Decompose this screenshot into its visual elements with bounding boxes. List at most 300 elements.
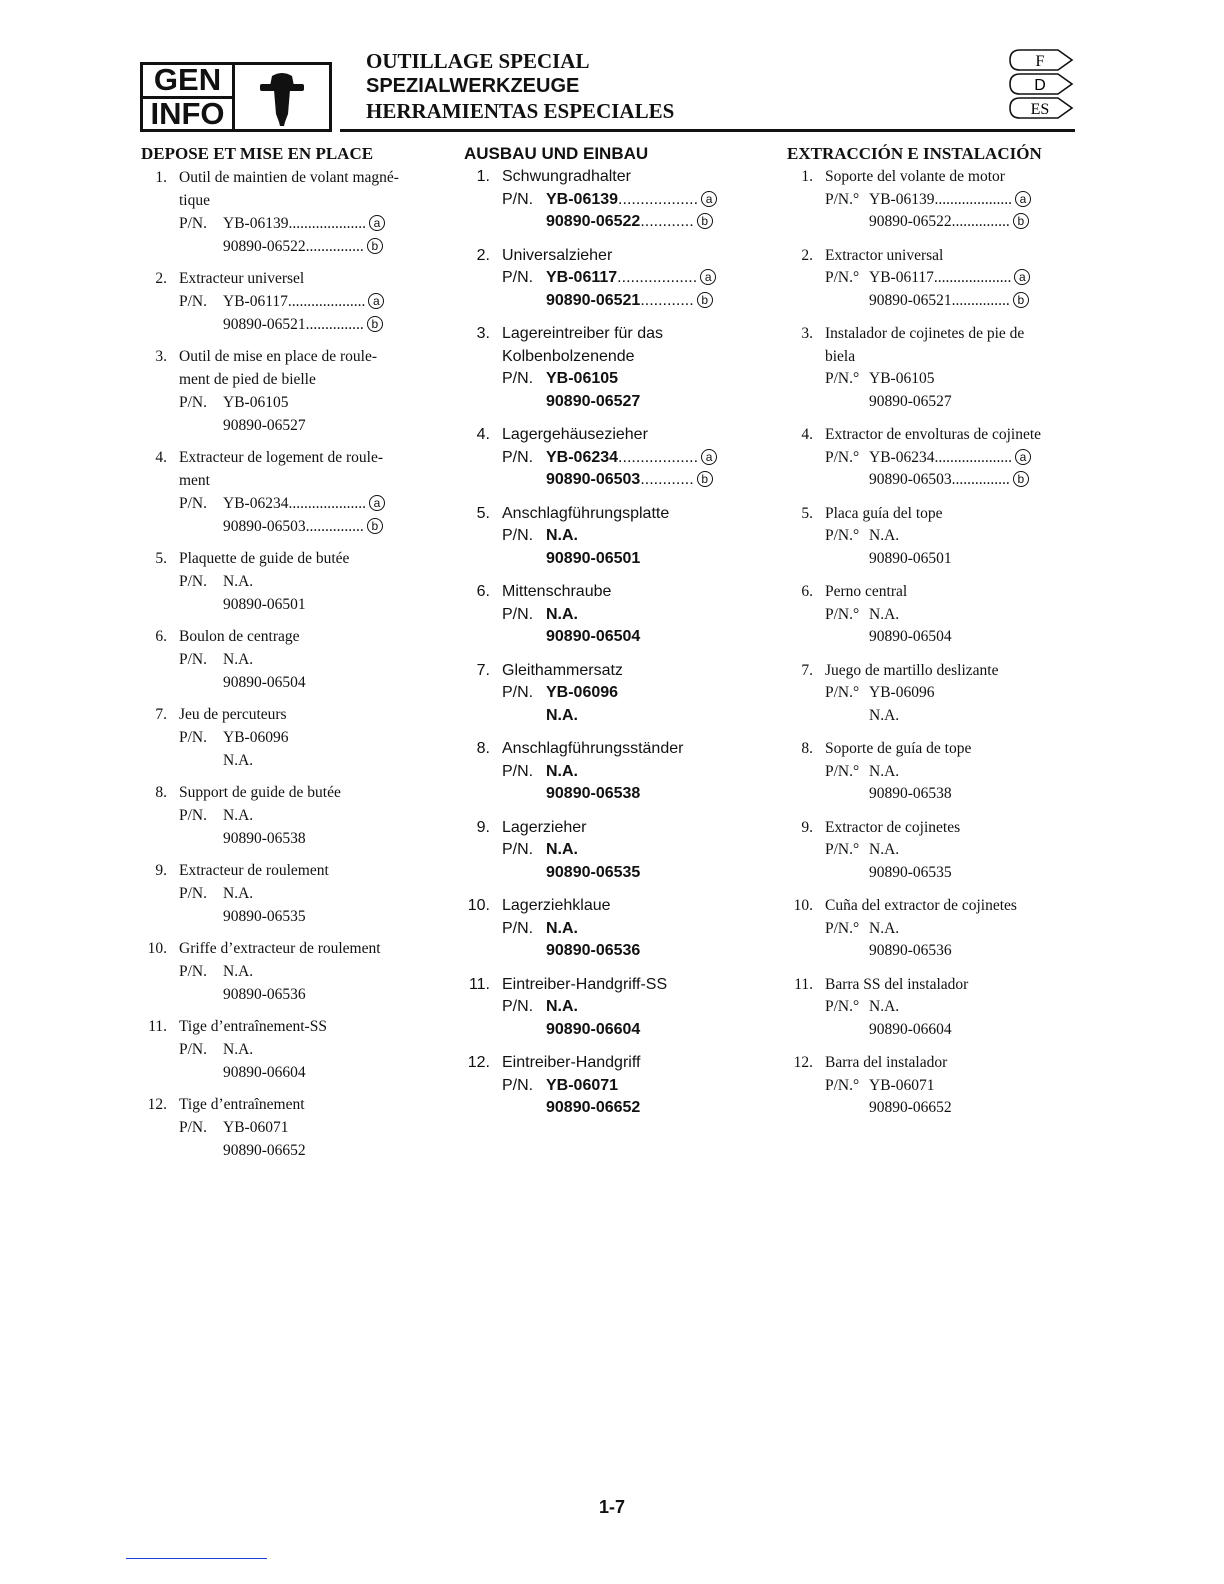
list-item [464, 424, 764, 492]
gen-info-logo [140, 62, 332, 132]
pn-label: P/N.° [825, 190, 860, 208]
part-number: N.A. [869, 762, 900, 780]
item-body [825, 581, 1087, 649]
list-item [141, 781, 441, 850]
pn-label: P/N. [179, 293, 207, 310]
item-name-line: Lagerziehklaue [502, 897, 611, 914]
leader-dots: .................... [288, 215, 366, 232]
item-name-line: Outil de maintien de volant magné- [179, 169, 399, 186]
callout-mark-icon: a [368, 293, 384, 309]
leader-dots: .................... [934, 190, 1012, 208]
header-rule [340, 129, 1075, 132]
part-number-row [179, 515, 441, 538]
item-number: 2. [801, 246, 813, 264]
item-body [502, 660, 764, 728]
item-body [179, 345, 441, 437]
part-number: 90890-06504 [869, 628, 952, 645]
leader-dots: ............ [640, 471, 694, 488]
part-number-row [179, 1038, 441, 1061]
item-name-line: Eintreiber-Handgriff [502, 1054, 641, 1071]
item-body [179, 267, 441, 336]
part-number: N.A. [546, 998, 578, 1015]
item-name-line: Support de guide de butée [179, 784, 341, 801]
item-body [179, 1015, 441, 1084]
leader-dots: ............ [640, 291, 694, 309]
item-name-line: Anschlagführungsständer [502, 740, 684, 757]
list-item [787, 166, 1087, 234]
part-number-row [502, 783, 764, 806]
part-number: N.A. [869, 706, 900, 724]
part-number-row [179, 726, 441, 749]
part-number: YB-06105 [546, 370, 619, 387]
part-number-row [825, 940, 1087, 963]
part-number-row [179, 827, 441, 850]
part-number: 90890-06535 [223, 908, 306, 925]
part-number: 90890-06535 [869, 863, 952, 881]
part-number-row [179, 983, 441, 1006]
list-item [787, 245, 1087, 313]
part-number-row [502, 761, 764, 784]
pn-label: P/N. [502, 841, 534, 858]
item-number: 3. [801, 325, 813, 342]
callout-mark-icon: a [701, 449, 717, 465]
language-tags [1008, 48, 1074, 122]
logo-gen-text: GEN [153, 62, 222, 97]
pn-label: P/N.° [825, 841, 860, 858]
item-number: 10. [147, 940, 167, 957]
part-number: N.A. [223, 807, 254, 824]
part-number-row [825, 705, 1087, 728]
part-number-row [502, 604, 764, 627]
item-name-line: Juego de martillo deslizante [825, 661, 999, 679]
leader-dots: ............... [305, 518, 364, 535]
pn-label: P/N. [502, 762, 534, 780]
list-item [787, 895, 1087, 963]
logo-info-text: INFO [150, 96, 225, 131]
item-body [825, 974, 1087, 1042]
part-number: 90890-06527 [223, 417, 306, 434]
item-body [179, 547, 441, 616]
item-body [502, 503, 764, 571]
part-number: 90890-06536 [223, 986, 306, 1003]
part-number: N.A. [546, 527, 578, 544]
item-body [179, 781, 441, 850]
part-number-row [502, 1075, 764, 1098]
leader-dots: .................... [287, 293, 366, 310]
list-item [141, 937, 441, 1006]
part-number-row [502, 682, 764, 705]
list-item [787, 660, 1087, 728]
list-item [464, 660, 764, 728]
item-number: 11. [468, 975, 490, 993]
part-number-row [179, 593, 441, 616]
item-number: 3. [155, 348, 167, 365]
part-number: N.A. [869, 919, 900, 937]
item-number: 7. [476, 661, 490, 679]
pn-label: P/N. [179, 651, 207, 668]
item-body [502, 738, 764, 806]
part-number: 90890-06522 [546, 213, 641, 230]
item-number: 2. [476, 246, 490, 264]
part-number: N.A. [546, 762, 578, 780]
part-number-row [502, 290, 764, 313]
part-number: YB-06234 [223, 495, 289, 512]
item-number: 12. [467, 1054, 490, 1071]
part-number: 90890-06521 [223, 316, 306, 333]
part-number-row [825, 368, 1087, 391]
item-body [179, 703, 441, 772]
callout-mark-icon: b [1013, 471, 1029, 487]
item-body [502, 581, 764, 649]
tool-list-french [141, 166, 441, 1162]
part-number: YB-06117 [546, 269, 618, 286]
item-body [179, 937, 441, 1006]
pn-label: P/N. [179, 729, 207, 746]
list-item [141, 1015, 441, 1084]
part-number: 90890-06504 [223, 674, 306, 691]
item-body [502, 974, 764, 1042]
part-number-row [502, 469, 764, 492]
part-number-row [825, 548, 1087, 571]
leader-dots: ............... [305, 238, 364, 255]
tool-list-german [464, 166, 764, 1120]
pn-label: P/N. [502, 269, 534, 286]
pn-label: P/N.° [825, 762, 860, 780]
item-name-line: Barra del instalador [825, 1054, 948, 1071]
part-number: 90890-06604 [869, 1020, 952, 1038]
pn-label: P/N.° [825, 1076, 860, 1094]
part-number-row [179, 1139, 441, 1162]
part-number: YB-06139 [546, 190, 619, 208]
list-item [464, 974, 764, 1042]
part-number-row [179, 671, 441, 694]
leader-dots: ............... [951, 213, 1010, 230]
item-number: 10. [793, 897, 813, 914]
item-number: 7. [155, 706, 167, 723]
part-number: 90890-06503 [546, 471, 641, 488]
item-name-line: Anschlagführungsplatte [502, 504, 670, 522]
pn-label: P/N. [502, 919, 534, 937]
list-item [464, 738, 764, 806]
part-number-row [502, 189, 764, 212]
part-number-row [502, 391, 764, 414]
part-number: 90890-06604 [546, 1020, 641, 1038]
pn-label: P/N. [179, 1119, 207, 1136]
item-name-line: Universalzieher [502, 246, 613, 264]
pn-label: P/N.° [825, 448, 860, 466]
pn-label: P/N. [502, 448, 534, 466]
part-number: N.A. [223, 1041, 254, 1058]
leader-dots: ............... [951, 291, 1010, 309]
item-number: 12. [147, 1096, 167, 1113]
callout-mark-icon: b [367, 518, 383, 534]
item-number: 5. [801, 504, 813, 522]
part-number-row [179, 749, 441, 772]
list-item [141, 267, 441, 336]
list-item [787, 323, 1087, 413]
item-body [825, 424, 1087, 492]
part-number: 90890-06522 [223, 238, 306, 255]
list-item [787, 738, 1087, 806]
pn-label: P/N. [179, 807, 207, 824]
part-number: YB-06096 [869, 684, 935, 701]
item-name-line: Soporte del volante de motor [825, 168, 1005, 185]
part-number: 90890-06501 [546, 549, 641, 567]
item-name-line: Griffe d’extracteur de roulement [179, 940, 381, 957]
part-number-row [825, 682, 1087, 705]
part-number: N.A. [223, 752, 254, 769]
list-item [464, 166, 764, 234]
list-item [141, 345, 441, 437]
part-number-row [825, 1019, 1087, 1042]
item-name-line: Extracteur universel [179, 270, 305, 287]
part-number: 90890-06538 [546, 785, 641, 802]
item-number: 6. [801, 583, 813, 600]
item-number: 1. [155, 169, 167, 186]
callout-mark-icon: a [1015, 449, 1031, 465]
section-heading-french: DEPOSE ET MISE EN PLACE [141, 144, 374, 163]
part-number: YB-06071 [869, 1076, 935, 1094]
item-name-line: biela [825, 347, 856, 365]
outboard-motor-icon [232, 62, 332, 132]
part-number: 90890-06527 [546, 392, 641, 410]
pn-label: P/N. [502, 684, 534, 701]
callout-mark-icon: b [367, 238, 383, 254]
pn-label: P/N.° [825, 684, 860, 701]
list-item [787, 817, 1087, 885]
lang-tag-f-icon [1010, 50, 1072, 70]
item-number: 8. [801, 740, 813, 757]
part-number-row [825, 211, 1087, 234]
part-number: N.A. [869, 998, 900, 1015]
callout-mark-icon: a [369, 495, 385, 511]
item-name-line: Plaquette de guide de butée [179, 550, 350, 567]
part-number-row [179, 648, 441, 671]
lang-tag-d-icon [1010, 74, 1072, 94]
part-number: N.A. [869, 841, 900, 858]
part-number: N.A. [869, 527, 900, 544]
page-number: 1-7 [598, 1497, 625, 1517]
item-body [825, 738, 1087, 806]
item-body [825, 166, 1087, 234]
leader-dots: .................. [617, 269, 698, 286]
item-body [502, 895, 764, 963]
column-german [464, 143, 764, 1131]
part-number-row [825, 839, 1087, 862]
part-number: 90890-06527 [869, 392, 952, 410]
part-number-row [502, 996, 764, 1019]
part-number: 90890-06521 [869, 291, 952, 309]
part-number: 90890-06504 [546, 628, 641, 645]
item-name-line: Extractor universal [825, 246, 944, 264]
title-german: SPEZIALWERKZEUGE [366, 75, 580, 97]
footer-rule [126, 1558, 267, 1559]
item-number: 4. [476, 426, 490, 443]
item-number: 12. [793, 1054, 813, 1071]
part-number-row [825, 1075, 1087, 1098]
pn-label: P/N. [179, 573, 207, 590]
item-number: 1. [476, 168, 490, 185]
part-number-row [825, 290, 1087, 313]
pn-label: P/N. [502, 998, 534, 1015]
part-number: 90890-06536 [869, 942, 952, 959]
part-number: 90890-06501 [223, 596, 306, 613]
leader-dots: ............ [640, 213, 694, 230]
item-number: 9. [801, 818, 813, 836]
part-number-row [825, 447, 1087, 470]
part-number: YB-06234 [869, 448, 935, 466]
part-number: 90890-06652 [546, 1099, 641, 1116]
part-number-row [502, 211, 764, 234]
part-number-row [825, 469, 1087, 492]
part-number: 90890-06652 [869, 1099, 952, 1116]
part-number-row [825, 604, 1087, 627]
item-body [825, 817, 1087, 885]
item-name-line: Mittenschraube [502, 583, 612, 600]
item-body [179, 1093, 441, 1162]
part-number: 90890-06538 [869, 785, 952, 802]
pn-label: P/N. [179, 495, 207, 512]
item-number: 5. [476, 504, 490, 522]
list-item [141, 625, 441, 694]
list-item [141, 446, 441, 538]
item-number: 5. [155, 550, 167, 567]
part-number-row [179, 492, 441, 515]
item-number: 6. [476, 583, 490, 600]
item-name-line: Extracteur de roulement [179, 862, 329, 879]
part-number: YB-06234 [546, 448, 619, 466]
pn-label: P/N. [179, 963, 207, 980]
item-name-line: Gleithammersatz [502, 661, 623, 679]
part-number: N.A. [223, 573, 254, 590]
pn-label: P/N. [179, 215, 207, 232]
list-item [141, 1093, 441, 1162]
part-number: 90890-06522 [869, 213, 952, 230]
part-number-row [502, 1019, 764, 1042]
part-number: 90890-06503 [223, 518, 306, 535]
leader-dots: .................. [618, 190, 699, 208]
part-number: YB-06139 [869, 190, 935, 208]
callout-mark-icon: b [697, 471, 713, 487]
pn-label: P/N. [502, 1076, 534, 1094]
callout-mark-icon: a [701, 191, 717, 207]
list-item [141, 166, 441, 258]
part-number: 90890-06652 [223, 1142, 306, 1159]
lang-tag-es-icon [1010, 98, 1072, 118]
part-number-row [179, 414, 441, 437]
item-name-line: Schwungradhalter [502, 168, 631, 185]
section-heading-spanish: EXTRACCIÓN E INSTALACIÓN [787, 144, 1042, 163]
item-body [825, 503, 1087, 571]
item-number: 10. [467, 897, 490, 914]
item-number: 2. [155, 270, 167, 287]
part-number: 90890-06604 [223, 1064, 306, 1081]
item-number: 3. [476, 325, 490, 342]
title-french: OUTILLAGE SPECIAL [366, 49, 590, 73]
part-number-row [825, 862, 1087, 885]
item-body [825, 245, 1087, 313]
list-item [787, 503, 1087, 571]
list-item [464, 323, 764, 413]
item-name-line: Kolbenbolzenende [502, 347, 635, 365]
item-name-line: Eintreiber-Handgriff-SS [502, 975, 668, 993]
part-number-row [179, 313, 441, 336]
part-number-row [502, 626, 764, 649]
item-number: 4. [155, 449, 167, 466]
item-name-line: Extractor de envolturas de cojinete [825, 426, 1042, 443]
item-name-line: Lagergehäusezieher [502, 426, 648, 443]
part-number-row [179, 290, 441, 313]
callout-mark-icon: b [367, 316, 383, 332]
callout-mark-icon: a [1015, 191, 1031, 207]
part-number-row [502, 839, 764, 862]
pn-label: P/N.° [825, 527, 860, 544]
item-number: 9. [476, 818, 490, 836]
tool-list-spanish [787, 166, 1087, 1120]
title-spanish: HERRAMIENTAS ESPECIALES [366, 99, 675, 123]
list-item [464, 245, 764, 313]
part-number-row [825, 525, 1087, 548]
lang-tag-d: D [1034, 77, 1046, 94]
item-name-line: ment [179, 472, 210, 489]
lang-tag-f: F [1035, 53, 1045, 70]
callout-mark-icon: a [700, 269, 716, 285]
item-body [502, 1052, 764, 1120]
list-item [464, 503, 764, 571]
section-heading-german: AUSBAU UND EINBAU [464, 144, 649, 163]
item-body [502, 323, 764, 413]
part-number-row [825, 996, 1087, 1019]
part-number: YB-06117 [223, 293, 288, 310]
item-number: 8. [155, 784, 167, 801]
part-number-row [502, 368, 764, 391]
lang-tag-es: ES [1030, 101, 1050, 118]
callout-mark-icon: b [697, 213, 713, 229]
part-number-row [179, 391, 441, 414]
column-spanish [787, 143, 1087, 1131]
pn-label: P/N. [502, 527, 534, 544]
pn-label: P/N.° [825, 998, 860, 1015]
pn-label: P/N. [502, 370, 534, 387]
item-name-line: Placa guía del tope [825, 504, 943, 522]
item-name-line: Extracteur de logement de roule- [179, 449, 383, 466]
list-item [141, 859, 441, 928]
part-number: 90890-06536 [546, 942, 641, 959]
item-body [179, 859, 441, 928]
part-number: 90890-06521 [546, 291, 641, 309]
part-number: YB-06139 [223, 215, 289, 232]
part-number-row [502, 862, 764, 885]
item-name-line: Soporte de guía de tope [825, 740, 972, 757]
list-item [787, 424, 1087, 492]
item-number: 9. [155, 862, 167, 879]
item-name-line: Tige d’entraînement [179, 1096, 305, 1113]
part-number-row [502, 918, 764, 941]
part-number-row [502, 525, 764, 548]
item-name-line: Instalador de cojinetes de pie de [825, 325, 1025, 342]
part-number: N.A. [223, 885, 254, 902]
item-body [502, 817, 764, 885]
item-name-line: Tige d’entraînement-SS [179, 1018, 327, 1035]
item-number: 11. [148, 1018, 167, 1035]
item-number: 1. [801, 168, 813, 185]
part-number: YB-06096 [223, 729, 289, 746]
part-number-row [825, 391, 1087, 414]
pn-label: P/N. [502, 190, 534, 208]
item-body [825, 1052, 1087, 1120]
item-name-line: tique [179, 192, 210, 209]
part-number-row [825, 626, 1087, 649]
